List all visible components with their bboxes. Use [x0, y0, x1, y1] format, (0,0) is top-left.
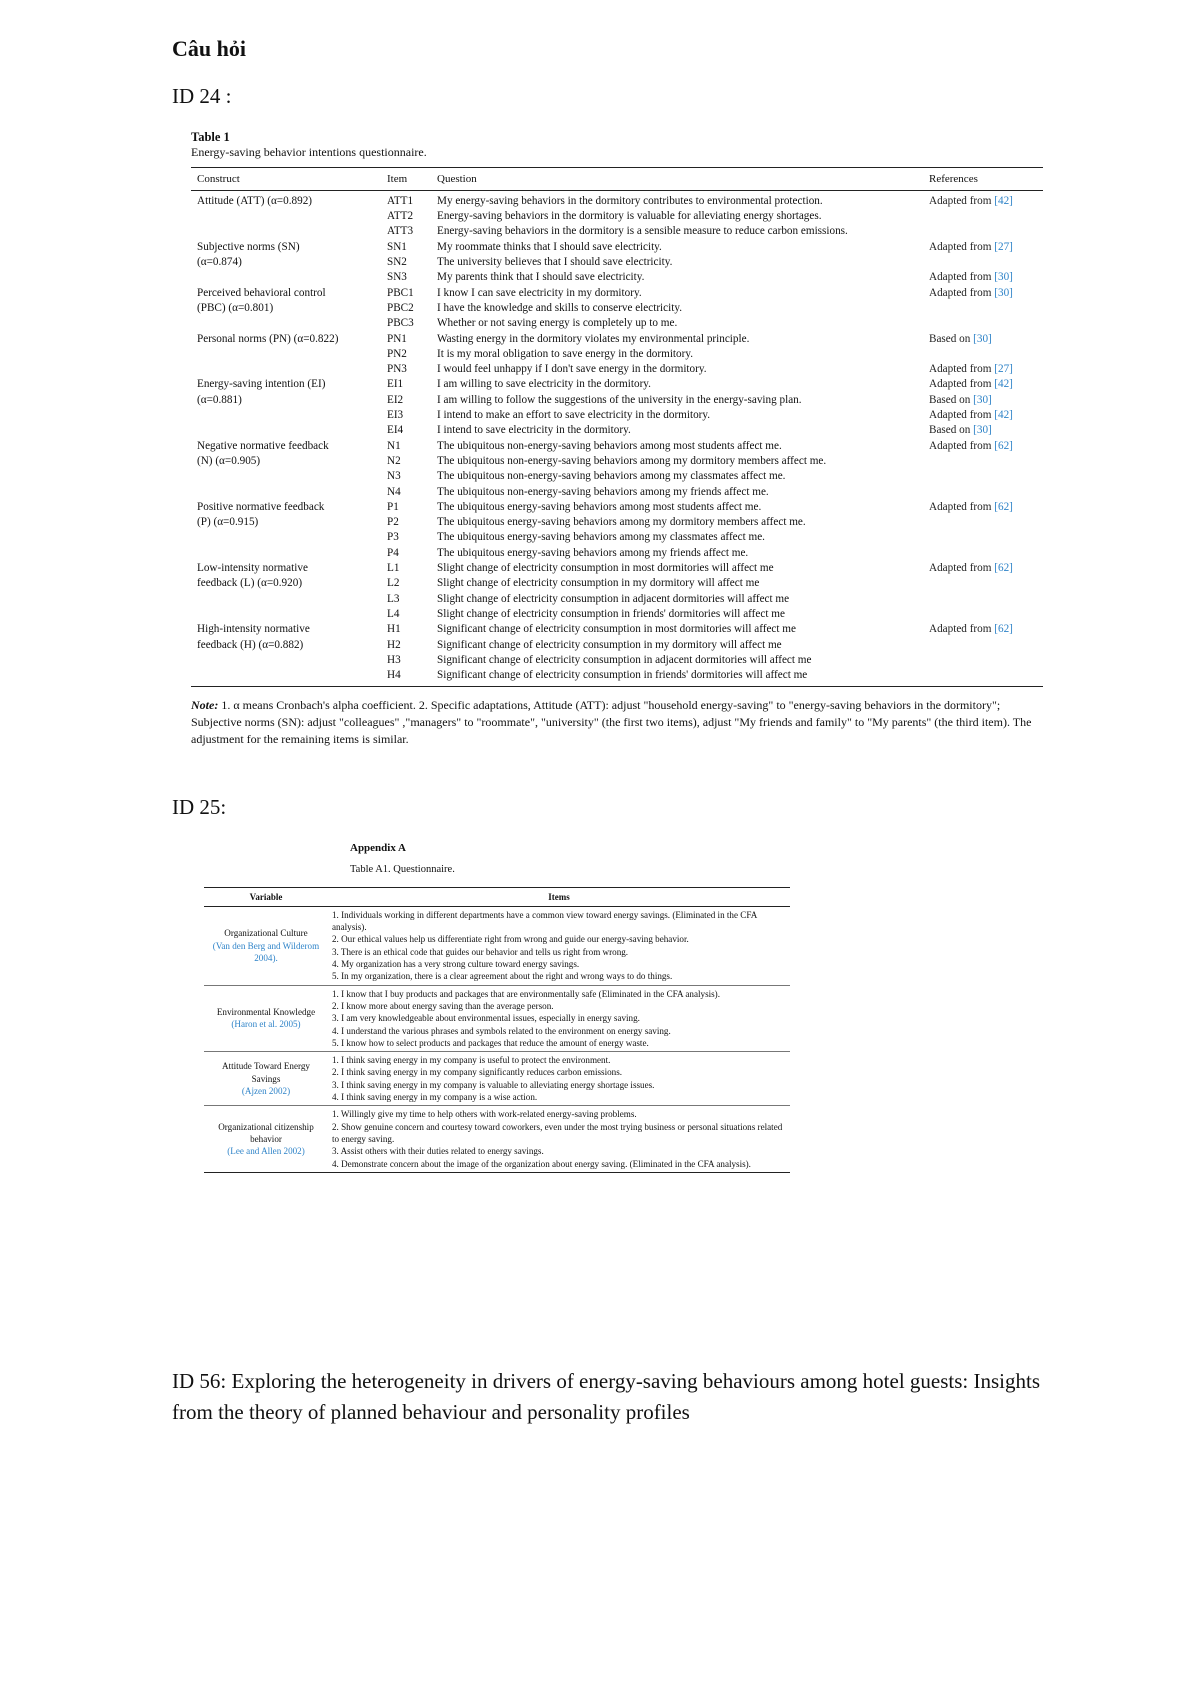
table1-reference-cell: [923, 454, 1043, 469]
variable-citation[interactable]: (Van den Berg and Wilderom 2004).: [212, 940, 320, 963]
appendix-variable-cell: [204, 1052, 328, 1106]
appendix-items-cell: [328, 1052, 790, 1106]
appendix-item: 3. There is an ethical code that guides our behavior and tells us right from wrong.: [332, 946, 629, 957]
table1-question-cell: Significant change of electricity consumption in my dormitory will affect me: [437, 638, 782, 651]
reference-link[interactable]: [30]: [994, 271, 1013, 284]
table1-question-cell: Energy-saving behaviors in the dormitory is valuable for alleviating energy shortages.: [437, 210, 822, 223]
variable-name: Organizational citizenship behavior: [218, 1121, 314, 1144]
table1-reference-cell: [923, 286, 1043, 301]
table1-construct-cell: Energy-saving intention (EI): [197, 378, 326, 391]
table1-reference-cell: [923, 301, 1043, 316]
table1-construct-cell: Perceived behavioral control: [197, 286, 326, 299]
table1-construct-cell: Attitude (ATT) (α=0.892): [197, 194, 313, 207]
variable-citation[interactable]: (Lee and Allen 2002): [227, 1146, 305, 1157]
table1-construct-cell: (α=0.874): [197, 256, 242, 269]
table1-row: [191, 270, 1043, 285]
table1-row: [191, 408, 1043, 423]
table1-construct-cell: (α=0.881): [197, 393, 242, 406]
table1-row: [191, 561, 1043, 576]
reference-link[interactable]: [42]: [994, 194, 1013, 207]
table1-item-cell: EI3: [387, 409, 404, 422]
appendix-item: 4. I think saving energy in my company is a wise action.: [332, 1092, 538, 1103]
table1-row: [191, 393, 1043, 408]
appendix-variable-cell: [204, 1106, 328, 1172]
table1-reference-cell: [923, 209, 1043, 224]
table1-construct-cell: Negative normative feedback: [197, 439, 329, 452]
table1-reference-cell: [923, 530, 1043, 545]
table1-reference-cell: [923, 332, 1043, 347]
table1-construct-cell: [191, 347, 381, 362]
id56-text: ID 56: Exploring the heterogeneity in drivers of energy-saving behaviours among hotel guests: Insights from the theory of planned behaviour and personality profiles: [172, 1369, 1041, 1424]
table1-question-cell: I know I can save electricity in my dormitory.: [437, 286, 642, 299]
table1-construct-cell: [191, 209, 381, 224]
reference-prefix: Adapted from: [929, 286, 992, 299]
table1-reference-cell: [923, 439, 1043, 454]
table1-row: [191, 347, 1043, 362]
table1-item-cell: N4: [387, 485, 401, 498]
reference-prefix: Adapted from: [929, 271, 992, 284]
table1-question-cell: The ubiquitous energy-saving behaviors among my classmates affect me.: [437, 531, 765, 544]
reference-link[interactable]: [42]: [994, 378, 1013, 391]
table1-question-cell: My energy-saving behaviors in the dormitory contributes to environmental protection.: [437, 194, 823, 207]
appendix-item: 3. I am very knowledgeable about environmental issues, especially in energy saving.: [332, 1013, 640, 1024]
table1-construct-cell: [191, 423, 381, 438]
table1-caption: Energy-saving behavior intentions questionnaire.: [191, 145, 427, 160]
reference-prefix: Adapted from: [929, 240, 992, 253]
table1-reference-cell: [923, 500, 1043, 515]
table1-construct-cell: [191, 668, 381, 687]
reference-prefix: Adapted from: [929, 500, 992, 513]
appendix-item: 1. I think saving energy in my company is useful to protect the environment.: [332, 1055, 611, 1066]
table1-question-cell: Significant change of electricity consumption in most dormitories will affect me: [437, 623, 796, 636]
table1-item-cell: H3: [387, 653, 401, 666]
table1-question-cell: The university believes that I should save electricity.: [437, 256, 673, 269]
table1-question-cell: I am willing to save electricity in the dormitory.: [437, 378, 651, 391]
reference-link[interactable]: [30]: [973, 332, 992, 345]
table1-construct-cell: (PBC) (α=0.801): [197, 301, 274, 314]
table1-question-cell: Whether or not saving energy is completely up to me.: [437, 317, 678, 330]
appendix-item: 3. I think saving energy in my company is valuable to alleviating energy shortage issues.: [332, 1079, 655, 1090]
table1-reference-cell: [923, 469, 1043, 484]
table1-item-cell: L3: [387, 592, 400, 605]
table1-reference-cell: [923, 638, 1043, 653]
appendix-item: 4. I understand the various phrases and symbols related to the environment on energy saving.: [332, 1025, 671, 1036]
table1-reference-cell: [923, 607, 1043, 622]
appendix-item: 5. I know how to select products and packages that reduce the amount of energy waste.: [332, 1037, 649, 1048]
reference-prefix: Adapted from: [929, 623, 992, 636]
table1-reference-cell: [923, 622, 1043, 637]
table1-row: [191, 286, 1043, 301]
table1-header-question: Question: [431, 167, 923, 190]
table1-row: [191, 500, 1043, 515]
table1-row: [191, 377, 1043, 392]
table1-construct-cell: [191, 270, 381, 285]
appendix-caption: Table A1. Questionnaire.: [350, 864, 455, 876]
appendix-row: [204, 906, 790, 985]
table1-question-cell: The ubiquitous energy-saving behaviors among my dormitory members affect me.: [437, 516, 806, 529]
table1-item-cell: PBC3: [387, 317, 414, 330]
table1-reference-cell: [923, 653, 1043, 668]
table1-construct-cell: [191, 316, 381, 331]
appendix-item: 2. I know more about energy saving than the average person.: [332, 1000, 554, 1011]
table1-row: [191, 546, 1043, 561]
table1-header-item: Item: [381, 167, 431, 190]
table1-item-cell: ATT1: [387, 194, 414, 207]
table1-item-cell: P2: [387, 516, 399, 529]
appendix-items-cell: [328, 906, 790, 985]
table1-reference-cell: [923, 316, 1043, 331]
table1-row: [191, 224, 1043, 239]
appendix-row: [204, 1052, 790, 1106]
table1-reference-cell: [923, 270, 1043, 285]
reference-link[interactable]: [30]: [973, 393, 992, 406]
table1-item-cell: P1: [387, 500, 399, 513]
table1-construct-cell: [191, 224, 381, 239]
table1-question-cell: The ubiquitous energy-saving behaviors among my friends affect me.: [437, 546, 749, 559]
table1-construct-cell: High-intensity normative: [197, 623, 310, 636]
table1-item-cell: L2: [387, 577, 400, 590]
reference-prefix: Based on: [929, 332, 971, 345]
table1-construct-cell: (N) (α=0.905): [197, 454, 261, 467]
appendix-variable-cell: [204, 906, 328, 985]
reference-link[interactable]: [62]: [994, 439, 1013, 452]
appendix-header-items: Items: [328, 887, 790, 906]
table1-row: [191, 423, 1043, 438]
table1-header-references: References: [923, 167, 1043, 190]
table1-row: [191, 301, 1043, 316]
variable-citation[interactable]: (Ajzen 2002): [241, 1085, 291, 1096]
table1-question-cell: Slight change of electricity consumption in friends' dormitories will affect me: [437, 607, 785, 620]
reference-link[interactable]: [42]: [994, 409, 1013, 422]
table1-question-cell: My parents think that I should save electricity.: [437, 271, 645, 284]
table1-question-cell: I am willing to follow the suggestions of the university in the energy-saving plan.: [437, 393, 802, 406]
reference-link[interactable]: [30]: [973, 424, 992, 437]
table1-item-cell: EI1: [387, 378, 404, 391]
appendix-header-variable: Variable: [204, 887, 328, 906]
appendix-item: 2. I think saving energy in my company significantly reduces carbon emissions.: [332, 1067, 623, 1078]
reference-prefix: Adapted from: [929, 562, 992, 575]
appendix-item: 1. I know that I buy products and packages that are environmentally safe (Eliminated in the CFA analysis).: [332, 988, 720, 999]
table1-reference-cell: [923, 485, 1043, 500]
reference-prefix: Based on: [929, 424, 971, 437]
appendix-items-cell: [328, 1106, 790, 1172]
table1-row: [191, 454, 1043, 469]
table1-reference-cell: [923, 515, 1043, 530]
table1-question-cell: Energy-saving behaviors in the dormitory is a sensible measure to reduce carbon emissions.: [437, 225, 848, 238]
table1-reference-cell: [923, 592, 1043, 607]
table1-question-cell: Significant change of electricity consumption in adjacent dormitories will affect me: [437, 653, 812, 666]
table1-row: [191, 439, 1043, 454]
table1-header-construct: Construct: [191, 167, 381, 190]
table1-note-text: 1. α means Cronbach's alpha coefficient. 2. Specific adaptations, Attitude (ATT): adjust "household energy-saving" to "energy-saving behaviors in the dormitory"; Subjective norms (SN): adjust "colleagues" ,"managers" to "roommate", "university" (the first two items), adjust "My friends and family" to "My parents" (the third item). The adjustment for the remaining items is similar.: [191, 698, 1032, 747]
page-heading: Câu hỏi: [172, 36, 246, 61]
appendix-item: 1. Individuals working in different departments have a common view toward energy savings. (Eliminated in the CFA analysis).: [332, 909, 757, 933]
table1-construct-cell: (P) (α=0.915): [197, 516, 259, 529]
table1-item-cell: ATT2: [387, 210, 414, 223]
table1-row: [191, 530, 1043, 545]
table1-row: [191, 576, 1043, 591]
table1-item-cell: N2: [387, 454, 401, 467]
table1-construct-cell: [191, 362, 381, 377]
table1-row: [191, 190, 1043, 209]
reference-prefix: Adapted from: [929, 194, 992, 207]
reference-link[interactable]: [62]: [994, 500, 1013, 513]
table1-item-cell: ATT3: [387, 225, 414, 238]
table1-row: [191, 240, 1043, 255]
table1-reference-cell: [923, 576, 1043, 591]
table1-item-cell: EI4: [387, 424, 404, 437]
table1-item-cell: L4: [387, 607, 400, 620]
appendix-heading: Appendix A: [350, 842, 406, 854]
appendix-item: 3. Assist others with their duties related to energy savings.: [332, 1146, 544, 1157]
table1-question-cell: Wasting energy in the dormitory violates my environmental principle.: [437, 332, 750, 345]
appendix-row: [204, 985, 790, 1051]
table1-question-cell: The ubiquitous energy-saving behaviors among most students affect me.: [437, 500, 762, 513]
table1-construct-cell: [191, 485, 381, 500]
table1-reference-cell: [923, 255, 1043, 270]
appendix-row: [204, 1106, 790, 1172]
table1-item-cell: N3: [387, 470, 401, 483]
appendix-item: 4. Demonstrate concern about the image of the organization about energy saving. (Eliminated in the CFA analysis).: [332, 1158, 751, 1169]
table1-reference-cell: [923, 240, 1043, 255]
table1-question-cell: The ubiquitous non-energy-saving behaviors among my classmates affect me.: [437, 470, 786, 483]
table1-note: [191, 697, 1043, 748]
reference-link[interactable]: [27]: [994, 240, 1013, 253]
table1-question-cell: Slight change of electricity consumption in most dormitories will affect me: [437, 562, 774, 575]
table1-construct-cell: [191, 546, 381, 561]
table1-reference-cell: [923, 362, 1043, 377]
reference-link[interactable]: [27]: [994, 363, 1013, 376]
appendix-variable-cell: [204, 985, 328, 1051]
table1-question-cell: Slight change of electricity consumption in my dormitory will affect me: [437, 577, 760, 590]
table1-figure: [191, 130, 1043, 748]
table1-title: Table 1: [191, 130, 230, 144]
table1-item-cell: PN1: [387, 332, 407, 345]
table1-item-cell: H4: [381, 668, 431, 687]
table1-item-cell: SN3: [387, 271, 407, 284]
table1-question-cell: Slight change of electricity consumption in adjacent dormitories will affect me: [437, 592, 790, 605]
table1-question-cell: I would feel unhappy if I don't save energy in the dormitory.: [437, 363, 707, 376]
table1-reference-cell: [923, 561, 1043, 576]
table1-construct-cell: feedback (L) (α=0.920): [197, 577, 303, 590]
table1-row: [191, 668, 1043, 687]
table1-construct-cell: Low-intensity normative: [197, 562, 308, 575]
table1-construct-cell: Subjective norms (SN): [197, 240, 300, 253]
table1-construct-cell: [191, 530, 381, 545]
table1-reference-cell: [923, 546, 1043, 561]
table1-construct-cell: [191, 607, 381, 622]
table1-row: [191, 362, 1043, 377]
reference-prefix: Adapted from: [929, 378, 992, 391]
table1-construct-cell: feedback (H) (α=0.882): [197, 638, 304, 651]
table1-item-cell: PN3: [387, 363, 407, 376]
variable-name: Attitude Toward Energy Savings: [222, 1061, 310, 1084]
table1-row: [191, 622, 1043, 637]
variable-name: Organizational Culture: [224, 928, 308, 939]
appendix-table: [204, 887, 790, 1173]
table1-construct-cell: Personal norms (PN) (α=0.822): [197, 332, 339, 345]
table1-item-cell: EI2: [387, 393, 404, 406]
table1-reference-cell: [923, 224, 1043, 239]
table1-row: [191, 607, 1043, 622]
appendix-item: 1. Willingly give my time to help others with work-related energy-saving problems.: [332, 1109, 637, 1120]
table1-reference-cell: [923, 393, 1043, 408]
table1-row: [191, 638, 1043, 653]
id25-label: ID 25:: [172, 795, 227, 819]
table1-construct-cell: Positive normative feedback: [197, 500, 325, 513]
table1-reference-cell: [923, 347, 1043, 362]
table1-construct-cell: [191, 592, 381, 607]
table1-question-cell: The ubiquitous non-energy-saving behaviors among my dormitory members affect me.: [437, 454, 827, 467]
reference-prefix: Based on: [929, 393, 971, 406]
appendix-item: 2. Show genuine concern and courtesy toward coworkers, even under the most trying business or personal situations related to energy saving.: [332, 1121, 783, 1144]
id24-label: ID 24 :: [172, 84, 232, 108]
table1-item-cell: PBC2: [387, 301, 414, 314]
reference-link[interactable]: [62]: [994, 623, 1013, 636]
table1-row: [191, 332, 1043, 347]
table1-question-cell: The ubiquitous non-energy-saving behaviors among most students affect me.: [437, 439, 782, 452]
table1-item-cell: N1: [387, 439, 401, 452]
reference-prefix: Adapted from: [929, 363, 992, 376]
table1-row: [191, 316, 1043, 331]
table1-construct-cell: [191, 469, 381, 484]
table1-construct-cell: [191, 408, 381, 423]
table1-item-cell: P3: [387, 531, 399, 544]
table1: [191, 167, 1043, 688]
table1-item-cell: H1: [387, 623, 401, 636]
variable-name: Environmental Knowledge: [216, 1007, 316, 1018]
variable-citation[interactable]: (Haron et al. 2005): [231, 1019, 301, 1030]
table1-note-label: Note:: [191, 698, 219, 713]
table1-reference-cell: [923, 408, 1043, 423]
table1-row: [191, 592, 1043, 607]
table1-question-cell: I intend to save electricity in the dormitory.: [437, 424, 631, 437]
reference-link[interactable]: [30]: [994, 286, 1013, 299]
appendix-item: 5. In my organization, there is a clear agreement about the right and wrong ways to do things.: [332, 971, 673, 982]
table1-row: [191, 653, 1043, 668]
appendix-items-cell: [328, 985, 790, 1051]
table1-reference-cell: [923, 423, 1043, 438]
table1-item-cell: L1: [387, 562, 400, 575]
table1-question-cell: I intend to make an effort to save electricity in the dormitory.: [437, 409, 711, 422]
table1-construct-cell: [191, 653, 381, 668]
appendix-figure: [204, 842, 790, 1173]
table1-question-cell: The ubiquitous non-energy-saving behaviors among my friends affect me.: [437, 485, 769, 498]
table1-item-cell: PN2: [387, 347, 407, 360]
table1-reference-cell: [923, 377, 1043, 392]
appendix-item: 4. My organization has a very strong culture toward energy savings.: [332, 959, 580, 970]
table1-item-cell: PBC1: [387, 286, 414, 299]
table1-row: [191, 485, 1043, 500]
table1-row: [191, 515, 1043, 530]
table1-question-cell: Significant change of electricity consumption in friends' dormitories will affect me: [431, 668, 923, 687]
table1-row: [191, 469, 1043, 484]
table1-row: [191, 209, 1043, 224]
table1-question-cell: I have the knowledge and skills to conserve electricity.: [437, 301, 683, 314]
table1-item-cell: P4: [387, 546, 399, 559]
table1-item-cell: H2: [387, 638, 401, 651]
reference-link[interactable]: [62]: [994, 562, 1013, 575]
table1-question-cell: My roommate thinks that I should save electricity.: [437, 240, 662, 253]
table1-item-cell: SN2: [387, 256, 407, 269]
table1-reference-cell: [923, 190, 1043, 209]
table1-reference-cell: [923, 668, 1043, 687]
table1-item-cell: SN1: [387, 240, 407, 253]
table1-row: [191, 255, 1043, 270]
table1-question-cell: It is my moral obligation to save energy in the dormitory.: [437, 347, 694, 360]
reference-prefix: Adapted from: [929, 439, 992, 452]
appendix-item: 2. Our ethical values help us differentiate right from wrong and guide our energy-saving behavior.: [332, 934, 689, 945]
reference-prefix: Adapted from: [929, 409, 992, 422]
